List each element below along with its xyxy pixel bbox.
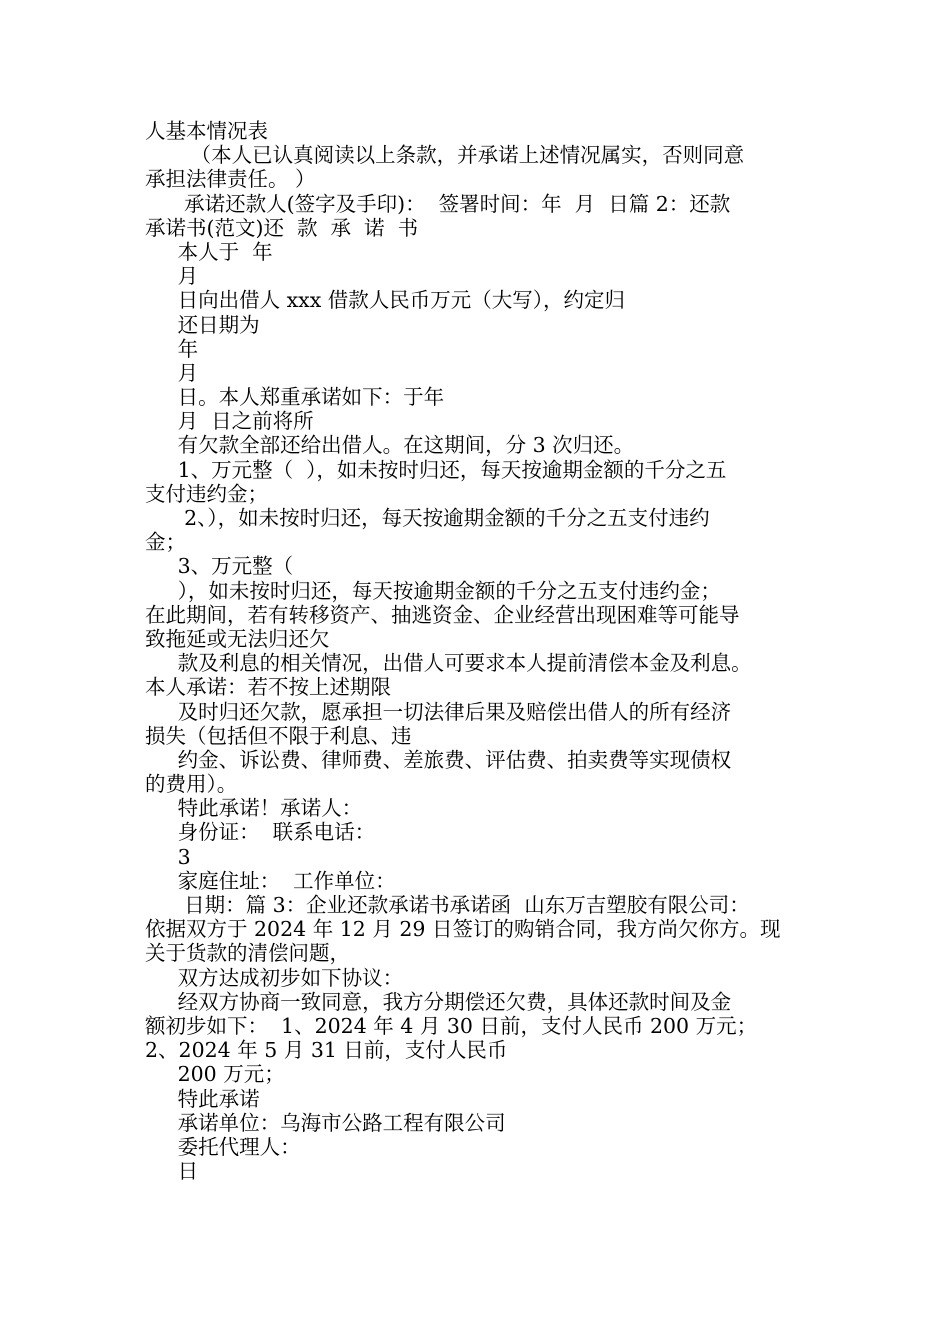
text-line: 关于货款的清偿问题， (145, 941, 350, 966)
text-line: 3、万元整（ (145, 554, 294, 579)
text-line: 日期：篇 3：企业还款承诺书承诺函 山东万吉塑胶有限公司： (145, 893, 750, 917)
text-line: 本人承诺：若不按上述期限 (145, 675, 391, 700)
text-line: 承诺还款人(签字及手印)： 签署时间：年 月 日篇 2：还款 (145, 191, 731, 216)
text-line: 月 (145, 360, 199, 385)
text-line: 有欠款全部还给出借人。在这期间，分 3 次归还。 (145, 433, 635, 458)
text-line: 特此承诺 (145, 1086, 260, 1111)
text-line: 200 万元； (145, 1062, 285, 1087)
text-line: 特此承诺！承诺人： (145, 796, 363, 821)
text-line: 承诺书(范文)还 款 承 诺 书 (145, 215, 419, 240)
text-line: 及时归还欠款，愿承担一切法律后果及赔偿出借人的所有经济 (145, 699, 732, 724)
text-line: （本人已认真阅读以上条款，并承诺上述情况属实，否则同意 (145, 143, 745, 168)
text-line: 款及利息的相关情况，出借人可要求本人提前清偿本金及利息。 (145, 651, 752, 676)
text-line: 双方达成初步如下协议： (145, 965, 404, 990)
text-line: 支付违约金； (145, 481, 268, 506)
text-line: 月 日之前将所 (145, 409, 314, 434)
text-line: 本人于 年 (145, 239, 273, 264)
text-line: 损失（包括但不限于利息、违 (145, 723, 412, 748)
text-line: 额初步如下： 1、2024 年 4 月 30 日前，支付人民币 200 万元； (145, 1013, 758, 1038)
text-line: 委托代理人： (145, 1134, 301, 1159)
text-line: 的费用）。 (145, 772, 238, 797)
text-line: 年 (145, 336, 199, 361)
text-line: 承诺单位：乌海市公路工程有限公司 (145, 1110, 506, 1135)
text-line: 日向出借人 xxx 借款人民币万元（大写），约定归 (145, 288, 626, 313)
text-line: 还日期为 (145, 312, 260, 337)
text-line: 3 (145, 844, 191, 869)
text-line: 身份证： 联系电话： (145, 820, 376, 845)
text-line: ），如未按时归还，每天按逾期金额的千分之五支付违约金； (145, 578, 721, 603)
text-line: 依据双方于 2024 年 12 月 29 日签订的购销合同，我方尚欠你方。现 (145, 917, 781, 942)
text-line: 金； (145, 530, 186, 555)
text-line: 日 (145, 1159, 199, 1184)
document-body (145, 119, 825, 1183)
text-line: 约金、诉讼费、律师费、差旅费、评估费、拍卖费等实现债权 (145, 747, 732, 772)
text-line: 在此期间，若有转移资产、抽逃资金、企业经营出现困难等可能导 (145, 602, 740, 627)
text-line: 经双方协商一致同意，我方分期偿还欠费，具体还款时间及金 (145, 989, 732, 1014)
text-line: 家庭住址： 工作单位： (145, 868, 396, 893)
text-line: 日。本人郑重承诺如下：于年 (145, 385, 445, 410)
text-line: 2、），如未按时归还，每天按逾期金额的千分之五支付违约 (145, 506, 710, 530)
text-line: 2、2024 年 5 月 31 日前，支付人民币 (145, 1038, 508, 1063)
text-line: 承担法律责任。 ） (145, 167, 316, 192)
text-line: 1、万元整（ ），如未按时归还，每天按逾期金额的千分之五 (145, 457, 727, 482)
text-line: 致拖延或无法归还欠 (145, 626, 330, 651)
text-line: 月 (145, 264, 199, 289)
text-line: 人基本情况表 (145, 119, 268, 143)
